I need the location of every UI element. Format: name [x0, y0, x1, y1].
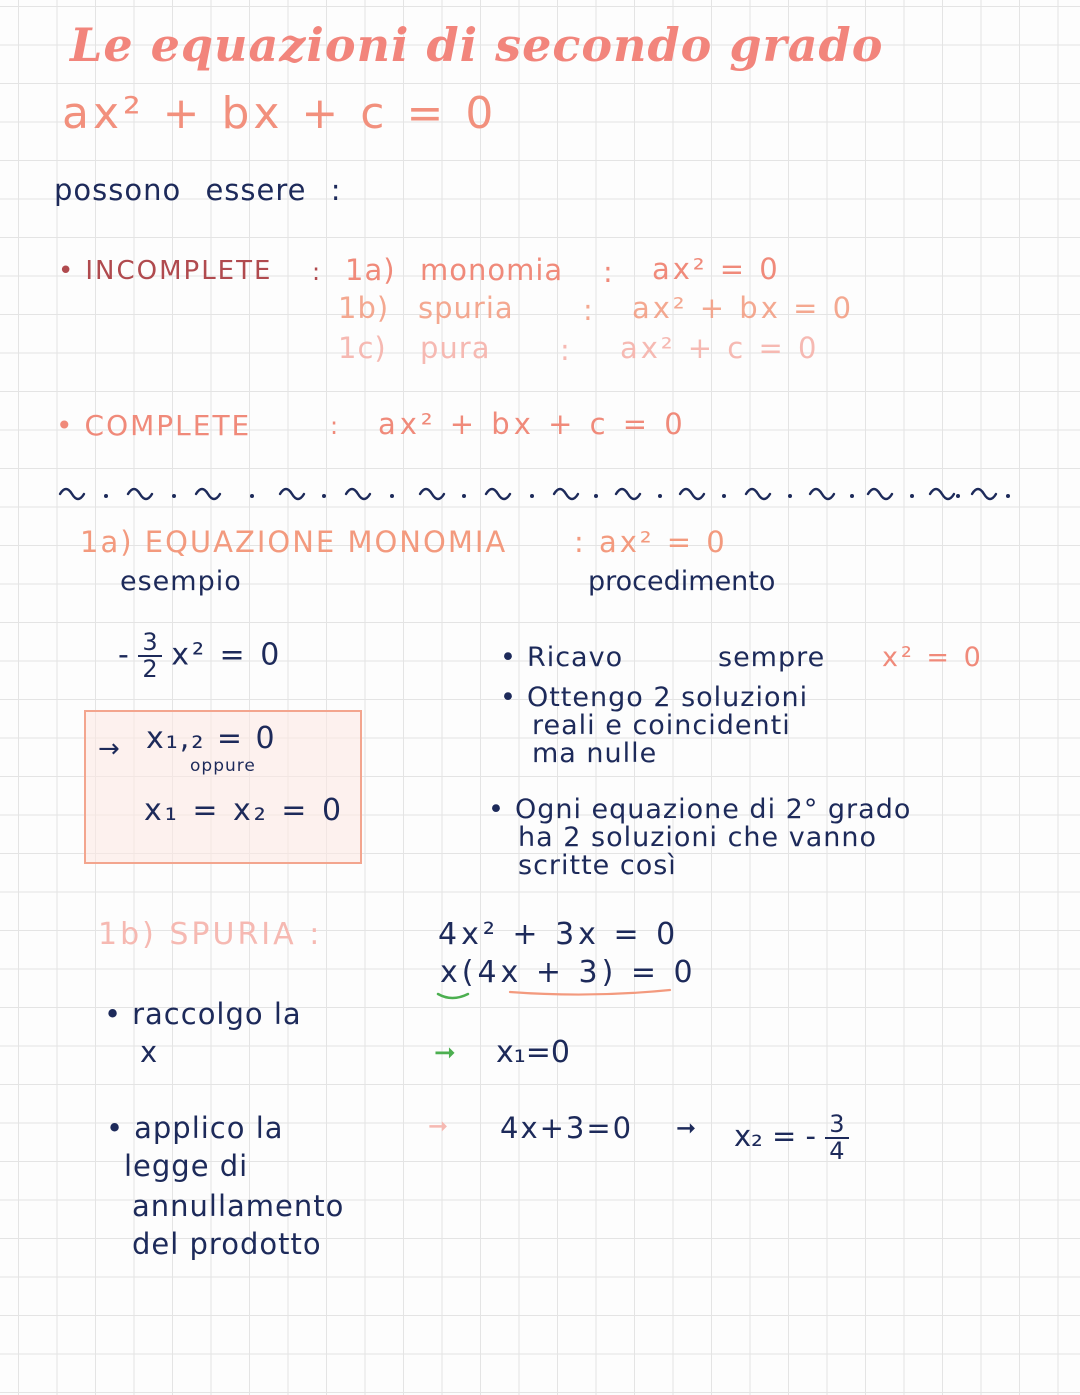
wavy-divider [56, 478, 1016, 508]
incomplete-1c-name: pura [420, 331, 491, 365]
incomplete-1a-name: monomia [420, 253, 564, 287]
procedure-bullet-1-tail: sempre [718, 642, 826, 673]
spuria-bullet-2-line4: del prodotto [132, 1227, 322, 1261]
example-rest: x² = 0 [171, 637, 283, 673]
spuria-x2-fraction [825, 1112, 848, 1164]
procedure-bullet-3-line1: • Ogni equazione di 2° grado [488, 796, 911, 823]
result-line1: x₁,₂ = 0 [146, 721, 277, 756]
example-equation [118, 630, 282, 682]
general-formula: ax² + bx + c = 0 [62, 88, 498, 139]
spuria-bullet-2-line3: annullamento [132, 1189, 345, 1223]
incomplete-1b-formula: ax² + bx = 0 [632, 291, 855, 325]
incomplete-1c-code: 1c) [338, 331, 387, 365]
incomplete-1b-name: spuria [418, 291, 514, 325]
spuria-x2-left: x₂ = - [734, 1119, 816, 1154]
monomia-heading: 1a) EQUAZIONE MONOMIA [80, 525, 508, 559]
spuria-eq2 [440, 955, 697, 990]
incomplete-1c-colon: : [560, 333, 571, 367]
procedure-bullet-2-line1: • Ottengo 2 soluzioni [500, 684, 808, 711]
complete-formula: ax² + bx + c = 0 [378, 407, 687, 441]
spuria-x1: x₁=0 [496, 1035, 571, 1070]
page-title: Le equazioni di secondo grado [70, 18, 884, 72]
example-fraction-den: 2 [142, 655, 158, 684]
spuria-eq2-rest: (4x + 3) = 0 [461, 955, 697, 990]
result-oppure: oppure [190, 756, 256, 776]
spuria-x2-num: 3 [825, 1112, 848, 1139]
intro-text: possono essere : [54, 173, 342, 207]
incomplete-colon: : [312, 258, 321, 286]
incomplete-label: • INCOMPLETE [58, 258, 272, 284]
procedure-label: procedimento [588, 566, 776, 597]
procedure-bullet-1-lead: • Ricavo [500, 644, 623, 671]
underline-x-green [438, 994, 468, 998]
spuria-eq1: 4x² + 3x = 0 [438, 917, 680, 952]
incomplete-1a-code: 1a) [345, 253, 396, 287]
underline-factor-salmon [510, 990, 670, 995]
spuria-heading: 1b) SPURIA : [98, 917, 323, 952]
procedure-bullet-2-line2: reali e coincidenti [532, 710, 791, 741]
monomia-heading-formula: : ax² = 0 [574, 525, 728, 559]
procedure-bullet-2-line3: ma nulle [532, 738, 658, 769]
example-sign: - [118, 637, 129, 673]
arrow-icon: → [98, 734, 120, 764]
complete-label: • COMPLETE [56, 412, 251, 440]
example-fraction [138, 630, 161, 682]
pink-arrow-icon: ➞ [428, 1112, 449, 1140]
spuria-bullet-2-line2: legge di [124, 1149, 249, 1183]
result-line2: x₁ = x₂ = 0 [144, 793, 345, 828]
incomplete-1a-colon: : [603, 255, 614, 289]
procedure-bullet-3-line2: ha 2 soluzioni che vanno [518, 822, 878, 853]
example-fraction-num: 3 [138, 630, 161, 657]
spuria-step2: 4x+3=0 [500, 1111, 634, 1145]
spuria-eq2-x: x [440, 955, 462, 990]
incomplete-1a-formula: ax² = 0 [652, 252, 781, 286]
incomplete-1b-code: 1b) [338, 291, 390, 325]
example-label: esempio [120, 566, 242, 597]
procedure-bullet-3-line3: scritte così [518, 850, 677, 881]
procedure-bullet-1-formula: x² = 0 [882, 642, 984, 673]
underline-marks [436, 986, 676, 1002]
spuria-bullet-2-line1: • applico la [106, 1114, 284, 1143]
navy-arrow-icon: ➞ [676, 1114, 697, 1142]
spuria-bullet-1-line2: x [140, 1035, 159, 1069]
complete-colon: : [330, 412, 339, 440]
incomplete-1c-formula: ax² + c = 0 [620, 331, 820, 365]
green-arrow-icon: ➞ [434, 1038, 456, 1068]
spuria-x2 [734, 1112, 849, 1164]
incomplete-1b-colon: : [583, 293, 594, 327]
spuria-bullet-1-line1: • raccolgo la [104, 1000, 302, 1029]
spuria-x2-den: 4 [829, 1137, 845, 1166]
